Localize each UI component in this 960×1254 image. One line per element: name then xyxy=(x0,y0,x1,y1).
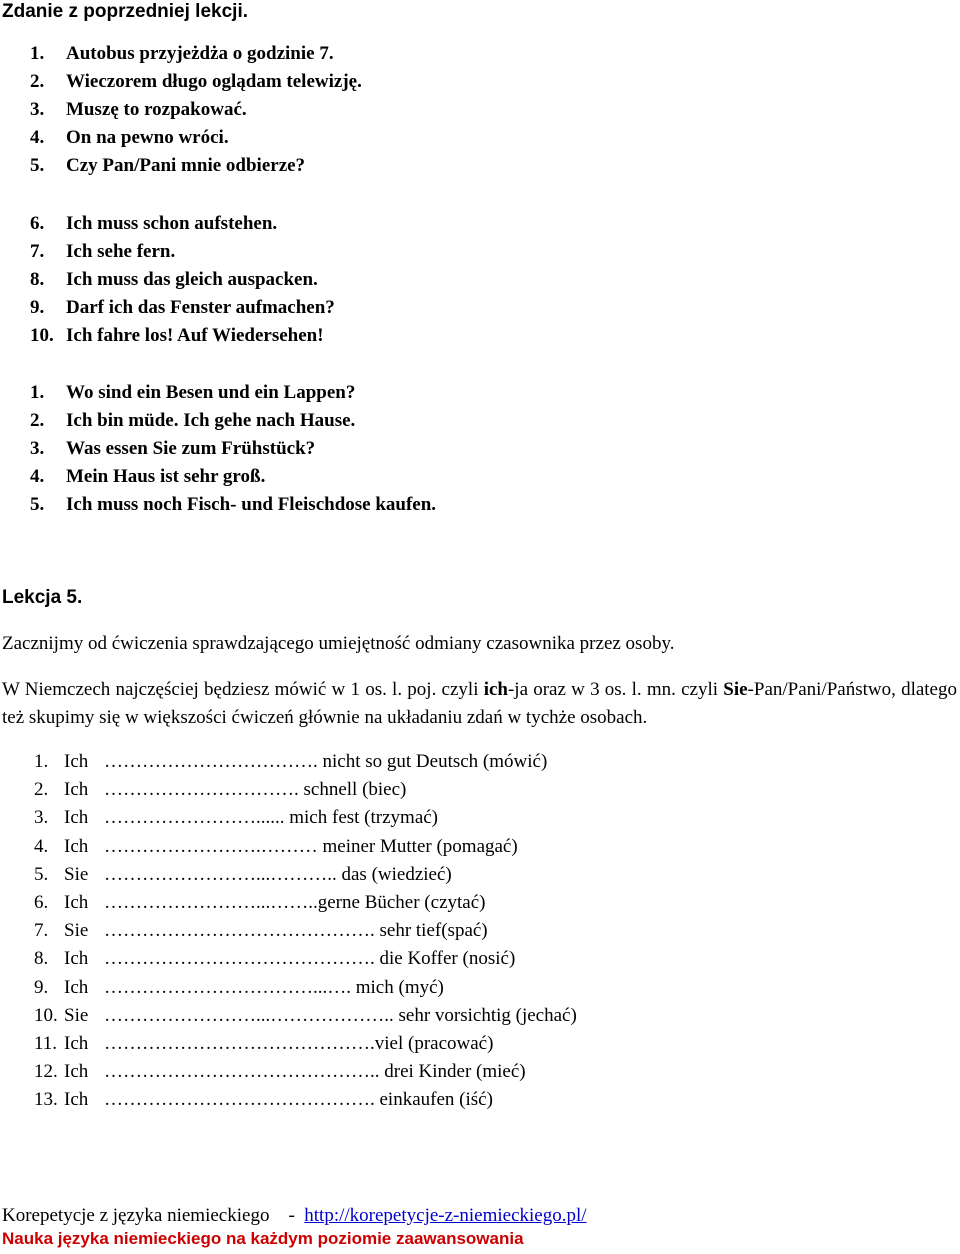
exercise-item xyxy=(34,889,577,917)
exercise-subject: Ich xyxy=(64,948,89,970)
list-text: Ich muss das gleich auspacken. xyxy=(66,269,318,290)
list-item xyxy=(30,40,362,68)
exercise-number: 1. xyxy=(34,751,49,772)
exercise-blank-text: ……………………………………. sehr tief(spać) xyxy=(104,920,488,942)
exercise-item xyxy=(34,776,577,804)
list-text: Ich sehe fern. xyxy=(66,241,176,262)
exercise-blank-text: ……………………………. nicht so gut Deutsch (mówić) xyxy=(104,751,548,772)
exercise-number: 2. xyxy=(34,779,49,801)
exercise-subject: Ich xyxy=(64,1032,89,1054)
list-item xyxy=(30,407,436,435)
exercise-blank-text: ……………………………………. einkaufen (iść) xyxy=(104,1089,493,1111)
polish-sentences-list xyxy=(30,40,362,180)
list-text: Ich muss schon aufstehen. xyxy=(66,213,278,234)
exercise-item xyxy=(34,804,577,832)
list-number: 2. xyxy=(30,410,45,431)
exercise-blank-text: ……………………...……..gerne Bücher (czytać) xyxy=(104,891,486,913)
list-number: 4. xyxy=(30,466,45,487)
exercise-number: 8. xyxy=(34,948,49,970)
second-sentences-list xyxy=(30,379,436,519)
exercise-blank-text: ……………………...... mich fest (trzymać) xyxy=(104,807,439,829)
list-item xyxy=(30,463,436,491)
exercise-blank-text: …………………………………….. drei Kinder (mieć) xyxy=(104,1061,526,1083)
list-number: 5. xyxy=(30,155,45,176)
page-heading: Zdanie z poprzedniej lekcji. xyxy=(2,1,248,22)
footer-link[interactable]: http://korepetycje-z-niemieckiego.pl/ xyxy=(304,1205,587,1226)
exercise-blank-text: …………………………. schnell (biec) xyxy=(104,779,407,801)
list-number: 3. xyxy=(30,438,45,459)
exercise-subject: Sie xyxy=(64,920,89,942)
list-item xyxy=(30,96,362,124)
list-text: Mein Haus ist sehr groß. xyxy=(66,466,266,487)
exercise-number: 11. xyxy=(34,1032,58,1054)
list-text: Ich fahre los! Auf Wiedersehen! xyxy=(66,325,324,346)
list-text: Autobus przyjeżdża o godzinie 7. xyxy=(66,43,334,64)
list-text: Czy Pan/Pani mnie odbierze? xyxy=(66,155,306,176)
list-item xyxy=(30,322,335,350)
exercise-number: 3. xyxy=(34,807,49,829)
instruction-paragraph xyxy=(2,676,957,732)
exercise-subject: Ich xyxy=(64,807,89,829)
list-text: On na pewno wróci. xyxy=(66,127,229,148)
exercise-blank-text: ……………………...……….. das (wiedzieć) xyxy=(104,863,452,885)
exercise-subject: Sie xyxy=(64,863,89,885)
list-item xyxy=(30,238,335,266)
exercise-subject: Sie xyxy=(64,1004,89,1026)
footer-text: Korepetycje z języka niemieckiego - xyxy=(2,1205,305,1226)
list-number: 1. xyxy=(30,43,45,64)
exercise-blank-text: ……………………………………. die Koffer (nosić) xyxy=(104,948,516,970)
list-number: 3. xyxy=(30,99,45,120)
list-item xyxy=(30,152,362,180)
exercise-blank-text: …………………….……… meiner Mutter (pomagać) xyxy=(104,835,518,857)
exercise-number: 4. xyxy=(34,835,49,857)
list-number: 1. xyxy=(30,382,45,403)
exercise-item xyxy=(34,861,577,889)
exercise-subject: Ich xyxy=(64,976,89,998)
footer-tagline: Nauka języka niemieckiego na każdym poziomie zaawansowania xyxy=(2,1229,524,1248)
list-number: 4. xyxy=(30,127,45,148)
list-text: Ich bin müde. Ich gehe nach Hause. xyxy=(66,410,356,431)
list-text: Muszę to rozpakować. xyxy=(66,99,247,120)
exercise-blank-text: …………………………………….viel (pracować) xyxy=(104,1032,494,1054)
exercise-subject: Ich xyxy=(64,835,89,857)
exercise-item xyxy=(34,1030,577,1058)
list-item xyxy=(30,68,362,96)
list-number: 9. xyxy=(30,297,45,318)
exercise-item xyxy=(34,917,577,945)
exercise-item xyxy=(34,1002,577,1030)
exercise-item xyxy=(34,945,577,973)
list-item xyxy=(30,435,436,463)
german-sentences-list xyxy=(30,210,335,350)
exercise-number: 5. xyxy=(34,863,49,885)
list-item xyxy=(30,266,335,294)
exercise-item xyxy=(34,833,577,861)
list-number: 10. xyxy=(30,325,54,346)
exercise-number: 6. xyxy=(34,891,49,913)
para-bold-ich: ich xyxy=(483,679,508,700)
para-bold-sie: Sie xyxy=(723,679,748,700)
exercise-number: 10. xyxy=(34,1004,58,1026)
exercise-subject: Ich xyxy=(64,751,89,772)
exercise-number: 7. xyxy=(34,920,49,942)
list-number: 6. xyxy=(30,213,45,234)
list-item xyxy=(30,294,335,322)
exercise-subject: Ich xyxy=(64,1089,89,1111)
para-text-1: W Niemczech najczęściej będziesz mówić w 1 os. l. poj. czyli xyxy=(2,679,484,700)
exercise-blank-text: ……………………………...…. mich (myć) xyxy=(104,976,444,998)
list-text: Darf ich das Fenster aufmachen? xyxy=(66,297,335,318)
list-item xyxy=(30,210,335,238)
exercise-number: 12. xyxy=(34,1061,58,1083)
list-text: Wo sind ein Besen und ein Lappen? xyxy=(66,382,356,403)
intro-paragraph: Zacznijmy od ćwiczenia sprawdzającego umiejętność odmiany czasownika przez osoby. xyxy=(2,633,675,654)
list-number: 2. xyxy=(30,71,45,92)
list-item xyxy=(30,491,436,519)
footer-line xyxy=(2,1204,587,1228)
para-text-2: -ja oraz w 3 os. l. mn. czyli xyxy=(507,679,724,700)
exercise-item xyxy=(34,1086,577,1114)
exercise-item xyxy=(34,974,577,1002)
list-text: Ich muss noch Fisch- und Fleischdose kaufen. xyxy=(66,494,437,515)
exercise-blank-text: ……………………...……………….. sehr vorsichtig (jechać) xyxy=(104,1004,577,1026)
exercise-number: 13. xyxy=(34,1089,58,1111)
para-text-3: -Pan/Pani/Państwo, dlatego też skupimy się w większości ćwiczeń głównie na układaniu zdań w tychże osobach. xyxy=(2,679,957,728)
exercise-item xyxy=(34,1058,577,1086)
exercise-number: 9. xyxy=(34,976,49,998)
list-item xyxy=(30,124,362,152)
exercise-list xyxy=(34,748,577,1114)
list-number: 7. xyxy=(30,241,45,262)
list-text: Was essen Sie zum Frühstück? xyxy=(66,438,316,459)
list-item xyxy=(30,379,436,407)
lesson-title: Lekcja 5. xyxy=(2,587,83,608)
exercise-subject: Ich xyxy=(64,891,89,913)
list-number: 5. xyxy=(30,494,45,515)
list-number: 8. xyxy=(30,269,45,290)
exercise-item xyxy=(34,748,577,776)
exercise-subject: Ich xyxy=(64,779,89,801)
exercise-subject: Ich xyxy=(64,1061,89,1083)
list-text: Wieczorem długo oglądam telewizję. xyxy=(66,71,362,92)
